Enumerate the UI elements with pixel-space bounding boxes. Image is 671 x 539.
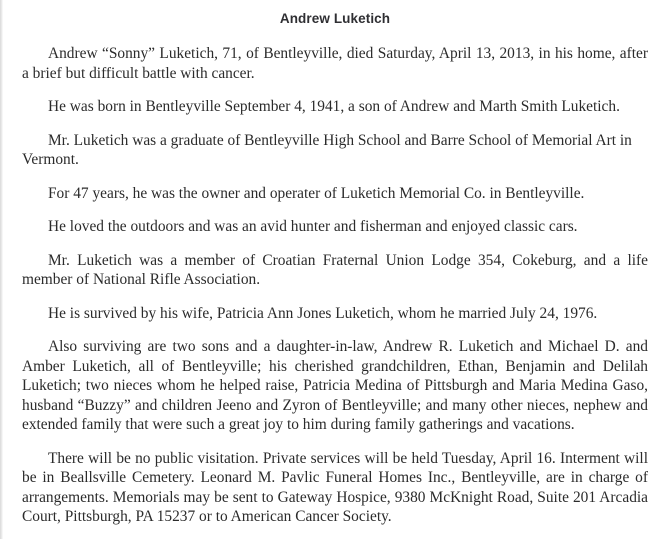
paragraph-7: He is survived by his wife, Patricia Ann Jones Luketich, whom he married July 24, 1976. [48,304,598,322]
paragraph-9: There will be no public visitation. Private services will be held Tuesday, April 16. Interment will be in Beallsville Cemetery. Leonard M. Pavlic Funeral Homes Inc., Bentleyville, are in charge of arrangements. Memorials may be sent to Gateway Hospice, 9380 McKnight Road, Suite 201 Arcadia Court, Pittsburgh, PA 15237 or to American Cancer Society. [22,449,648,526]
paragraph-3: Mr. Luketich was a graduate of Bentleyville High School and Barre School of Memorial Art in Vermont. [22,131,632,169]
paragraph-2: He was born in Bentleyville September 4, 1941, a son of Andrew and Marth Smith Luketich. [48,98,620,116]
paragraph-8: Also surviving are two sons and a daughter-in-law, Andrew R. Luketich and Michael D. and Amber Luketich, all of Bentleyville; his cherished grandchildren, Ethan, Benjamin and Delilah Luketich; two nieces whom he helped raise, Patricia Medina of Pittsburgh and Maria Medina Gaso, husband “Buzzy” and children Jeeno and Zyron of Bentleyville; and many other nieces, nephew and extended family that were such a great joy to him during family gatherings and vacations. [22,338,648,434]
obituary-body [22,44,648,527]
page-title: Andrew Luketich [279,11,391,26]
paragraph-1: Andrew “Sonny” Luketich, 71, of Bentleyville, died Saturday, April 13, 2013, in his home, after a brief but difficult battle with cancer. [22,45,648,82]
paragraph-5: He loved the outdoors and was an avid hunter and fisherman and enjoyed classic cars. [48,218,578,236]
paragraph-4: For 47 years, he was the owner and operater of Luketich Memorial Co. in Bentleyville. [48,184,585,202]
paragraph-6: Mr. Luketich was a member of Croatian Fraternal Union Lodge 354, Cokeburg, and a life member of National Rifle Association. [22,251,648,289]
